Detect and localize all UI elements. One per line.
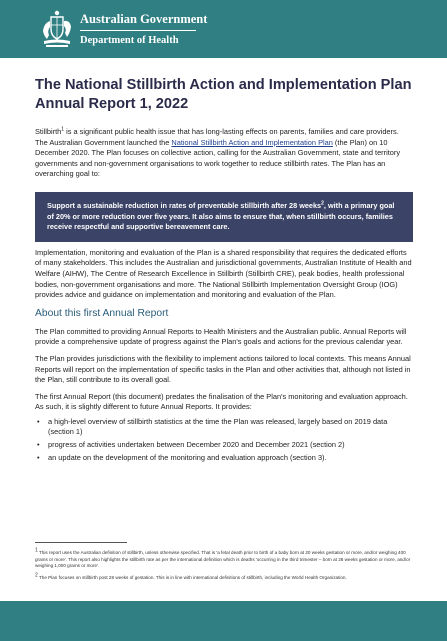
list-item-text: progress of activities undertaken between December 2020 and December 2021 (section 2) — [48, 440, 345, 450]
goal-text-a: Support a sustainable reduction in rates of preventable stillbirth after 28 weeks — [47, 200, 322, 210]
footnote-text: The Plan focuses on stillbirth post 28 weeks of gestation. This is in line with international definitions of stillbirth, including the World Health Organization. — [37, 574, 347, 580]
footnote-ref-2[interactable]: 2 — [321, 200, 324, 207]
page-title: The National Stillbirth Action and Implementation Plan Annual Report 1, 2022 — [35, 77, 412, 112]
coat-of-arms-icon — [40, 9, 74, 49]
provides-list — [35, 417, 413, 463]
section-paragraph: The first Annual Report (this document) predates the finalisation of the Plan's monitoring and evaluation approach. As such, it is slightly different to future Annual Reports. It provides: — [35, 391, 408, 412]
plan-link[interactable]: National Stillbirth Action and Implementation Plan — [171, 137, 333, 147]
footnote-ref-1[interactable]: 1 — [61, 126, 65, 133]
footnote — [35, 572, 413, 582]
goal-text-b: , with a primary goal of 20% or more reduction over five years. It also aims to ensure that, when stillbirth occurs, families receive respectful and supportive bereavement care. — [47, 200, 395, 232]
intro-text-a: is a significant public health issue that has long-lasting effects on parents, families and care providers. The Australian Government launched the — [35, 127, 399, 147]
bullet-icon: • — [37, 416, 40, 426]
intro-stillbirth-word: Stillbirth — [35, 127, 62, 136]
footnote-text: This report uses the Australian definition of stillbirth, unless otherwise specified. That is 'a fetal death prior to birth of a baby born at 20 weeks gestation or more, and/or weighing 400 grams or more'. This report also highlights the stillbirth rate as per the international definition which is deaths 'occurring in the third trimester – born at 28 weeks gestation or more, and/or weighing 1,000 grams or more'. — [35, 550, 411, 569]
footnote-number: 2 — [35, 572, 38, 579]
bullet-icon: • — [37, 440, 40, 450]
footnote — [35, 547, 413, 570]
government-name: Australian Government — [80, 12, 208, 26]
section-paragraph: The Plan committed to providing Annual Reports to Health Ministers and the Australian public. Annual Reports will provide a comprehensive update of progress against the Plan's goals and actions for the previous calendar year. — [35, 326, 407, 347]
government-header — [0, 0, 447, 58]
list-item-text: a high-level overview of stillbirth statistics at the time the Plan was released, largely based on 2019 data (section 1) — [48, 416, 388, 437]
header-divider — [80, 30, 196, 31]
section-heading: About this first Annual Report — [35, 307, 169, 319]
list-item — [35, 453, 413, 464]
implementation-paragraph: Implementation, monitoring and evaluation of the Plan is a shared responsibility that requires the dedicated efforts of many stakeholders. This includes the Australian and jurisdictional governments, Australian Institute of Health and Welfare (AIHW), The Centre of Research Excellence in Stillbirth (Stillbirth CRE), peak bodies, health professional bodies, non-government organisations and more. The National Stillbirth Implementation Oversight Group (IOG) provides advice and guidance on implementation and monitoring and evaluation of the Plan. — [35, 247, 412, 300]
footnote-divider — [35, 542, 127, 543]
goal-callout — [35, 192, 413, 242]
bullet-icon: • — [37, 452, 40, 462]
goal-text — [47, 201, 403, 233]
list-item — [35, 440, 413, 451]
main-content — [35, 76, 413, 465]
footnotes — [35, 542, 413, 586]
page-footer-band — [0, 601, 447, 641]
list-item-text: an update on the development of the monitoring and evaluation approach (section 3). — [48, 452, 327, 462]
list-item — [35, 417, 413, 438]
department-name: Department of Health — [80, 35, 179, 46]
intro-text-b: (the Plan) on 10 December 2020. The Plan focuses on collective action, calling for the Australian Government, state and territory governments and non-government organisations to work together to reduce stillbirth rates. The Plan has an overarching goal to: — [35, 137, 401, 179]
section-paragraph: The Plan provides jurisdictions with the flexibility to implement actions tailored to local contexts. This means Annual Reports will report on the implementation of specific tasks in the Plan and other activities that, although not listed in the Plan, still contribute to its overall goal. — [35, 353, 411, 385]
footnote-number: 1 — [35, 547, 38, 554]
intro-paragraph — [35, 127, 413, 180]
